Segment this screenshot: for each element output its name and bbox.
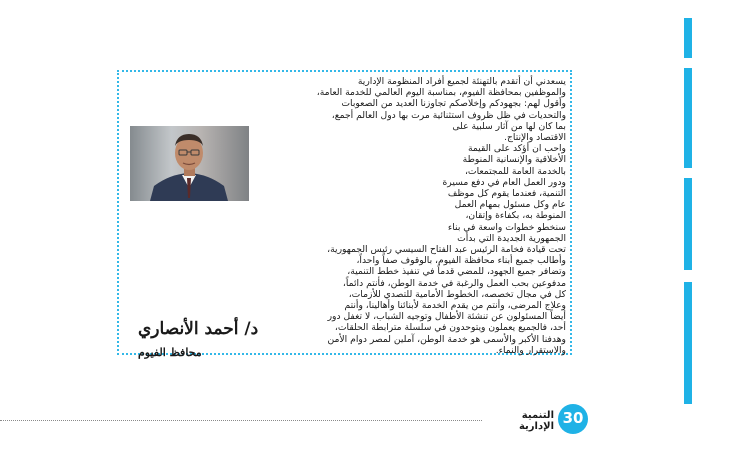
- article-line: واحب ان أؤكد على القيمة: [467, 143, 566, 155]
- article-line: التنمية، فعندما يقوم كل موظف: [447, 188, 566, 200]
- article-line: عام وكل مسئول بمهام العمل: [454, 199, 566, 211]
- article-line: كل في مجال تخصصه، الخطوط الأمامية للتصدي للأزمات،: [348, 288, 566, 300]
- article-line: وتضافر جميع الجهود، للمضي قدماً في تنفيذ خطط التنمية،: [347, 266, 566, 278]
- article-line: تحت قيادة فخامة الرئيس عبد الفتاح السيسي رئيس الجمهورية،: [327, 244, 566, 256]
- side-accent-bar: [684, 18, 692, 58]
- article-line: الأخلاقية والإنسانية المنوطة: [462, 154, 566, 166]
- article-line: بالخدمة العامة للمجتمعات،: [464, 165, 566, 177]
- article-line: الاقتصاد والإنتاج.: [504, 132, 566, 144]
- article-line: والتحديات في ظل ظروف استثنائية مرت بها دول العالم أجمع،: [331, 109, 566, 121]
- article-line: ودور العمل العام في دفع مسيرة: [442, 176, 566, 188]
- article-line: وهدفنا الأكبر والأسمى هو خدمة الوطن، آملين لمصر دوام الأمن: [327, 333, 566, 345]
- article-line: سنخطو خطوات واسعة في بناء: [447, 221, 566, 233]
- side-accent-bar: [684, 178, 692, 270]
- footer-section-label: التنمية الإدارية: [518, 410, 554, 432]
- signature-title: محافظ الفيوم: [138, 346, 202, 359]
- governor-portrait: [130, 126, 249, 201]
- article-line: يسعدني أن أتقدم بالتهنئة لجميع أفراد المنظومة الإدارية: [357, 76, 566, 87]
- article-line: وأطالب جميع أبناء محافظة الفيوم، بالوقوف صفاً واحداً،: [356, 255, 566, 267]
- article-line: أحد، فالجميع يعملون ويتوحدون في سلسلة مترابطة الحلقات،: [334, 322, 566, 334]
- article-line: الجمهورية الجديدة التي بدأت: [457, 232, 566, 244]
- side-accent-bar: [684, 68, 692, 168]
- article-line: أيضاً المسئولون عن تنشئة الأطفال وتوجيه الشباب، لا تغفل دور: [327, 311, 566, 323]
- article-line: مدفوعين بحب العمل والرغبة في خدمة الوطن، فأنتم دائماً،: [342, 277, 566, 289]
- side-accent-bar: [684, 282, 692, 404]
- page-number: 30: [562, 409, 584, 427]
- article-line: والاستقرار والنماء.: [495, 344, 566, 356]
- article-line: بما كان لها من آثار سلبية على: [452, 120, 566, 132]
- article-line: وعلاج المرضى، وأنتم من يقدم الخدمة لأبنائنا وأهالينا، وأنتم: [344, 300, 566, 312]
- article-line: وأقول لهم: بجهودكم وإخلاصكم تجاوزنا العديد من الصعوبات: [341, 98, 566, 110]
- footer-divider: [0, 420, 482, 421]
- signature-name: د/ أحمد الأنصاري: [138, 319, 259, 339]
- article-line: والموظفين بمحافظة الفيوم، بمناسبة اليوم العالمي للخدمة العامة،: [316, 87, 566, 99]
- article-body: [126, 76, 566, 356]
- article-line: المنوطة به، بكفاءة وإتقان،: [465, 210, 566, 222]
